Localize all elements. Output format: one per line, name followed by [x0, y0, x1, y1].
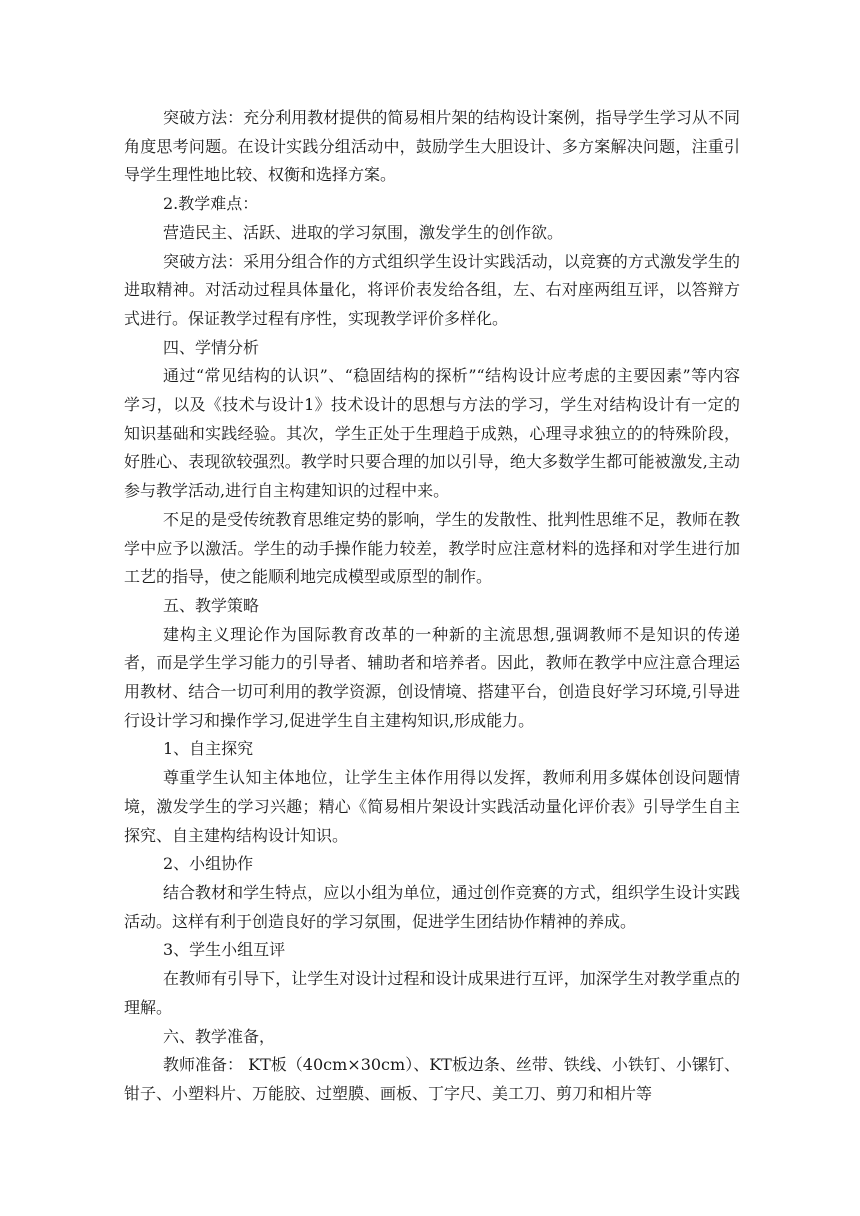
heading-peer-evaluation: 3、学生小组互评	[163, 940, 286, 960]
heading-teaching-preparation: 六、教学准备，	[163, 1026, 276, 1046]
paragraph-group-collaboration: 结合教材和学生特点，应以小组为单位，通过创作竞赛的方式，组织学生设计实践活动。这样有利于创造良好的学习氛围，促进学生团结协作精神的养成。	[124, 882, 740, 931]
paragraph-teacher-materials: 教师准备： KT板（40cm×30cm）、KT板边条、丝带、铁线、小铁钉、小镙钉、钳子、小塑料片、万能胶、过塑膜、画板、丁字尺、美工刀、剪刀和相片等	[124, 1055, 740, 1103]
heading-learner-analysis: 四、学情分析	[163, 337, 260, 357]
paragraph-breakthrough-method-1: 突破方法：充分利用教材提供的简易相片架的结构设计案例，指导学生学习从不同角度思考问题。在设计实践分组活动中，鼓励学生大胆设计、多方案解决问题，注重引导学生理性地比较、权衡和选择方案。	[124, 108, 740, 185]
heading-self-exploration: 1、自主探究	[163, 739, 254, 759]
paragraph-peer-evaluation: 在教师有引导下，让学生对设计过程和设计成果进行互评，加深学生对教学重点的理解。	[124, 969, 740, 1017]
document-page	[124, 104, 740, 1109]
paragraph-learner-background: 通过“常见结构的认识”、“稳固结构的探析”“结构设计应考虑的主要因素”等内容学习，以及《技术与设计1》技术设计的思想与方法的学习，学生对结构设计有一定的知识基础和实践经验。其次，学生正处于生理趋于成熟，心理寻求独立的的特殊阶段，好胜心、表现欲较强烈。教学时只要合理的加以引导，绝大多数学生都可能被激发,主动参与教学活动,进行自主构建知识的过程中来。	[124, 366, 740, 501]
paragraph-self-exploration: 尊重学生认知主体地位，让学生主体作用得以发挥，教师利用多媒体创设问题情境，激发学生的学习兴趣；精心《简易相片架设计实践活动量化评价表》引导学生自主探究、自主建构结构设计知识。	[124, 768, 740, 845]
heading-teaching-difficulty: 2.教学难点：	[163, 194, 259, 214]
paragraph-constructivism: 建构主义理论作为国际教育改革的一种新的主流思想,强调教师不是知识的传递者，而是学生学习能力的引导者、辅助者和培养者。因此，教师在教学中应注意合理运用教材、结合一切可利用的教学资源，创设情境、搭建平台，创造良好学习环境,引导进行设计学习和操作学习,促进学生自主建构知识,形成能力。	[124, 624, 740, 730]
heading-group-collaboration: 2、小组协作	[163, 854, 254, 874]
paragraph-difficulty-content: 营造民主、活跃、进取的学习氛围，激发学生的创作欲。	[163, 222, 564, 242]
heading-teaching-strategy: 五、教学策略	[163, 595, 260, 615]
paragraph-learner-shortcomings: 不足的是受传统教育思维定势的影响，学生的发散性、批判性思维不足，教师在教学中应予以激活。学生的动手操作能力较差，教学时应注意材料的选择和对学生进行加工艺的指导，使之能顺利地完成模型或原型的制作。	[124, 509, 740, 587]
paragraph-breakthrough-method-2: 突破方法：采用分组合作的方式组织学生设计实践活动，以竞赛的方式激发学生的进取精神。对活动过程具体量化，将评价表发给各组，左、右对座两组互评，以答辩方式进行。保证教学过程有序性，实现教学评价多样化。	[124, 251, 740, 328]
